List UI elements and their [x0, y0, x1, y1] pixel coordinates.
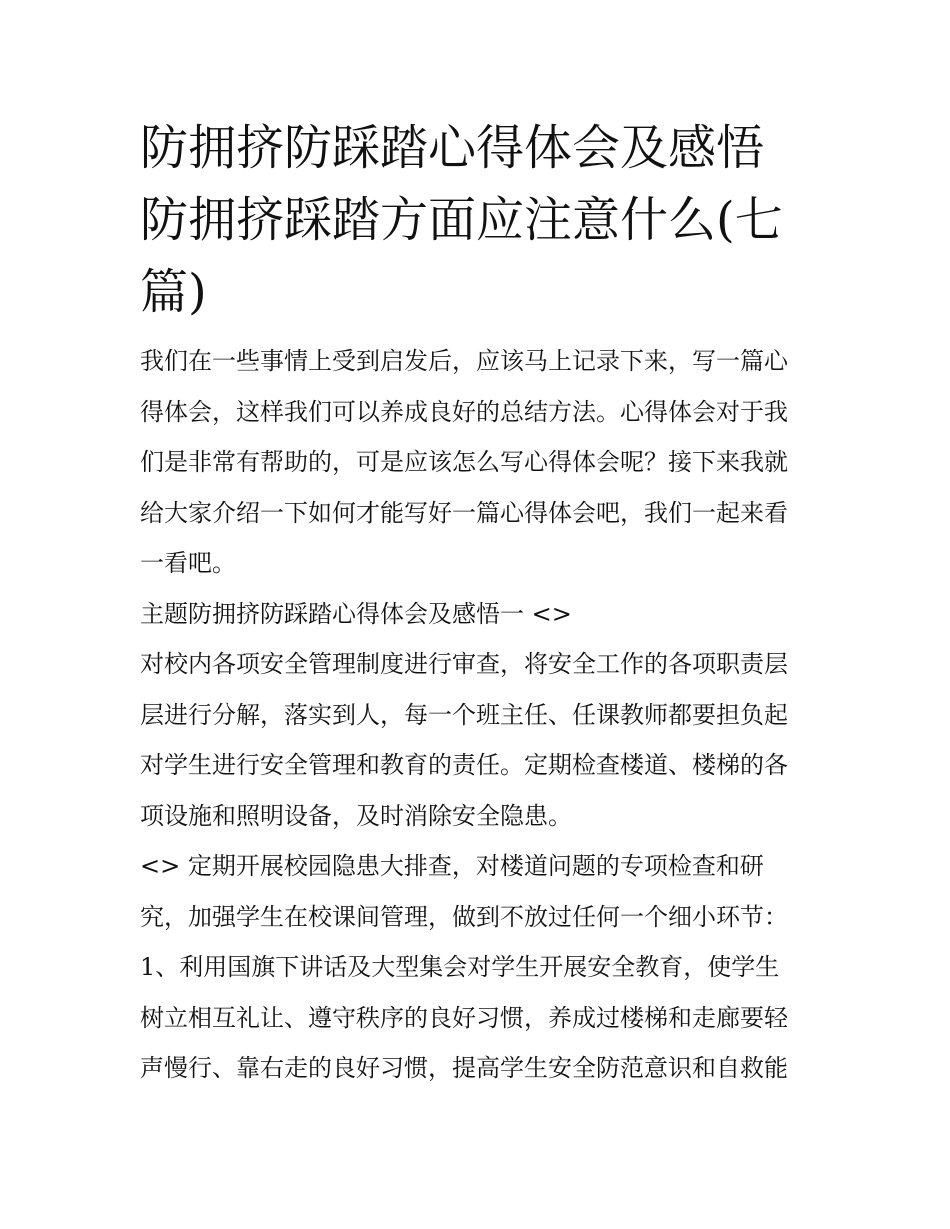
title-line: 篇): [140, 264, 207, 320]
text-line: 一看吧。: [140, 549, 236, 577]
intro-paragraph: [140, 336, 816, 589]
body-paragraph: [140, 639, 816, 841]
text-line: 给大家介绍一下如何才能写好一篇心得体会吧，我们一起来看: [140, 498, 788, 527]
text-line: 对学生进行安全管理和教育的责任。定期检查楼道、楼梯的各: [140, 751, 788, 779]
text-line: 声慢行、靠右走的良好习惯，提高学生安全防范意识和自救能: [140, 1054, 788, 1082]
title-line: 防拥挤防踩踏心得体会及感悟: [140, 120, 765, 176]
document-page: [140, 112, 816, 1094]
body-paragraph: [140, 841, 816, 942]
section-heading: [140, 589, 816, 640]
text-line: 1、利用国旗下讲话及大型集会对学生开展安全教育，使学生: [140, 953, 780, 981]
text-line: 主题防拥挤防踩踏心得体会及感悟一 <>: [140, 599, 572, 628]
text-line: 究，加强学生在校课间管理，做到不放过任何一个细小环节：: [140, 902, 788, 931]
list-item-paragraph: [140, 942, 816, 1094]
text-line: 们是非常有帮助的，可是应该怎么写心得体会呢？接下来我就: [140, 448, 788, 476]
text-line: 层进行分解，落实到人，每一个班主任、任课教师都要担负起: [140, 700, 788, 729]
text-line: <> 定期开展校园隐患大排查，对楼道问题的专项检查和研: [140, 852, 764, 880]
text-line: 项设施和照明设备，及时消除安全隐患。: [140, 801, 572, 830]
title-line: 防拥挤踩踏方面应注意什么(七: [140, 192, 783, 248]
text-line: 我们在一些事情上受到启发后，应该马上记录下来，写一篇心: [140, 347, 788, 375]
document-title: [140, 112, 816, 328]
text-line: 对校内各项安全管理制度进行审查，将安全工作的各项职责层: [140, 650, 788, 678]
text-line: 树立相互礼让、遵守秩序的良好习惯，养成过楼梯和走廊要轻: [140, 1003, 788, 1032]
text-line: 得体会，这样我们可以养成良好的总结方法。心得体会对于我: [140, 397, 788, 426]
